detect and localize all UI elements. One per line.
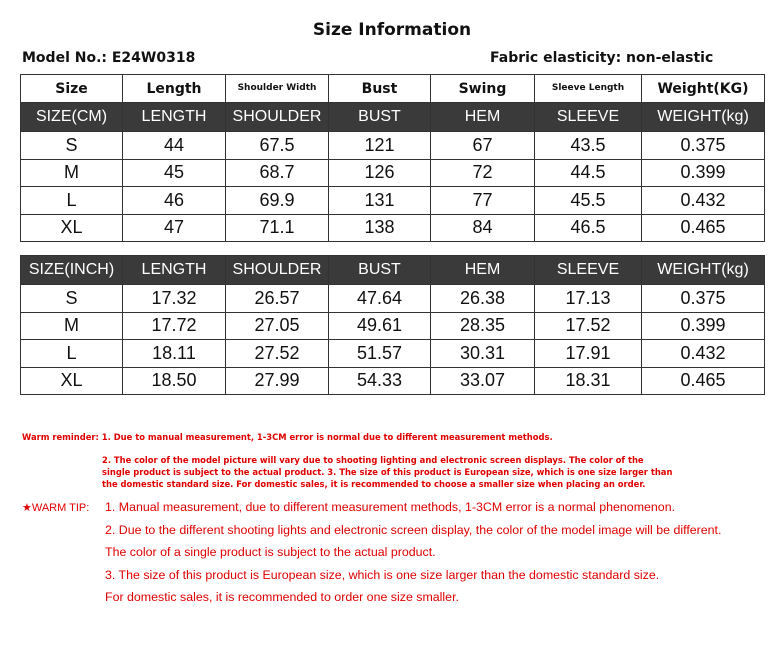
table-cell: 68.7 (226, 159, 329, 187)
table-cell: 46 (123, 187, 226, 215)
warm-tip-line-3: The color of a single product is subject to the actual product. (105, 545, 436, 559)
warm-reminder-line-4: the domestic standard size. For domestic sales, it is recommended to choose a smaller size when placing an order. (102, 479, 646, 489)
table-cell: 0.375 (642, 285, 765, 313)
label-header-row (21, 75, 765, 103)
table-cell: 49.61 (329, 312, 431, 340)
table-cell: 77 (431, 187, 535, 215)
header-weight: Weight(KG) (642, 75, 765, 103)
table-row (21, 340, 765, 368)
page-title: Size Information (312, 20, 472, 40)
table-cell: 67 (431, 132, 535, 160)
table-cell: 51.57 (329, 340, 431, 368)
warm-reminder-line-2: 2. The color of the model picture will vary due to shooting lighting and electronic screen displays. The color of the (102, 455, 644, 465)
table-cell: 17.91 (535, 340, 642, 368)
model-number: Model No.: E24W0318 (22, 50, 196, 66)
column-header: HEM (431, 103, 535, 132)
table-row (21, 285, 765, 313)
table-cell: XL (21, 367, 123, 395)
table-cell: 26.38 (431, 285, 535, 313)
size-table-cm (20, 74, 765, 242)
table-cell: 18.31 (535, 367, 642, 395)
header-sleeve-length: Sleeve Length (535, 75, 642, 103)
size-table-inch (20, 255, 765, 395)
table-cell: 69.9 (226, 187, 329, 215)
table-cell: 45.5 (535, 187, 642, 215)
column-header: HEM (431, 256, 535, 285)
inch-column-header-row (21, 256, 765, 285)
table-cell: 47.64 (329, 285, 431, 313)
table-cell: 67.5 (226, 132, 329, 160)
table-cell: 28.35 (431, 312, 535, 340)
column-header: SHOULDER (226, 103, 329, 132)
column-header: SLEEVE (535, 256, 642, 285)
table-row (21, 159, 765, 187)
table-cell: 43.5 (535, 132, 642, 160)
table-cell: 17.13 (535, 285, 642, 313)
table-cell: 45 (123, 159, 226, 187)
table-row (21, 367, 765, 395)
header-size: Size (21, 75, 123, 103)
column-header: SIZE(CM) (21, 103, 123, 132)
table-cell: 46.5 (535, 214, 642, 242)
table-cell: 30.31 (431, 340, 535, 368)
warm-reminder-line-3: single product is subject to the actual product. 3. The size of this product is European size, which is one size larger than (102, 467, 673, 477)
table-cell: M (21, 312, 123, 340)
table-row (21, 312, 765, 340)
table-cell: 18.50 (123, 367, 226, 395)
column-header: WEIGHT(kg) (642, 256, 765, 285)
warm-tip-line-1: 1. Manual measurement, due to different measurement methods, 1-3CM error is a normal phenomenon. (105, 500, 676, 514)
table-cell: 0.465 (642, 367, 765, 395)
table-cell: 27.99 (226, 367, 329, 395)
table-cell: 26.57 (226, 285, 329, 313)
column-header: SHOULDER (226, 256, 329, 285)
table-cell: L (21, 187, 123, 215)
table-cell: 27.52 (226, 340, 329, 368)
column-header: BUST (329, 256, 431, 285)
table-cell: 71.1 (226, 214, 329, 242)
header-length: Length (123, 75, 226, 103)
table-cell: 0.432 (642, 340, 765, 368)
table-cell: 0.432 (642, 187, 765, 215)
table-cell: 121 (329, 132, 431, 160)
header-shoulder-width: Shoulder Width (226, 75, 329, 103)
table-cell: 17.32 (123, 285, 226, 313)
column-header: LENGTH (123, 256, 226, 285)
table-cell: 126 (329, 159, 431, 187)
warm-tip-line-4: 3. The size of this product is European size, which is one size larger than the domestic standard size. (105, 568, 660, 582)
table-cell: 27.05 (226, 312, 329, 340)
table-cell: 84 (431, 214, 535, 242)
table-cell: 44.5 (535, 159, 642, 187)
table-cell: 44 (123, 132, 226, 160)
warm-tip-line-2: 2. Due to the different shooting lights and electronic screen display, the color of the model image will be different. (105, 523, 722, 537)
warm-tip-line-5: For domestic sales, it is recommended to order one size smaller. (105, 590, 459, 604)
column-header: WEIGHT(kg) (642, 103, 765, 132)
table-cell: 0.399 (642, 312, 765, 340)
column-header: BUST (329, 103, 431, 132)
table-cell: 18.11 (123, 340, 226, 368)
table-cell: 72 (431, 159, 535, 187)
cm-column-header-row (21, 103, 765, 132)
table-cell: 47 (123, 214, 226, 242)
warm-tip-label: ★WARM TIP: (22, 502, 90, 514)
table-cell: 17.72 (123, 312, 226, 340)
table-cell: S (21, 132, 123, 160)
table-cell: L (21, 340, 123, 368)
table-cell: 33.07 (431, 367, 535, 395)
table-cell: 0.465 (642, 214, 765, 242)
table-row (21, 187, 765, 215)
table-cell: 131 (329, 187, 431, 215)
fabric-elasticity: Fabric elasticity: non-elastic (490, 50, 714, 66)
table-cell: S (21, 285, 123, 313)
column-header: LENGTH (123, 103, 226, 132)
table-cell: 0.375 (642, 132, 765, 160)
table-cell: M (21, 159, 123, 187)
table-cell: 54.33 (329, 367, 431, 395)
table-cell: 17.52 (535, 312, 642, 340)
header-bust: Bust (329, 75, 431, 103)
table-row (21, 214, 765, 242)
warm-reminder-line-1: Warm reminder: 1. Due to manual measurement, 1-3CM error is normal due to different measurement methods. (22, 432, 553, 442)
table-cell: 138 (329, 214, 431, 242)
column-header: SLEEVE (535, 103, 642, 132)
table-cell: XL (21, 214, 123, 242)
table-cell: 0.399 (642, 159, 765, 187)
table-row (21, 132, 765, 160)
column-header: SIZE(INCH) (21, 256, 123, 285)
header-swing: Swing (431, 75, 535, 103)
